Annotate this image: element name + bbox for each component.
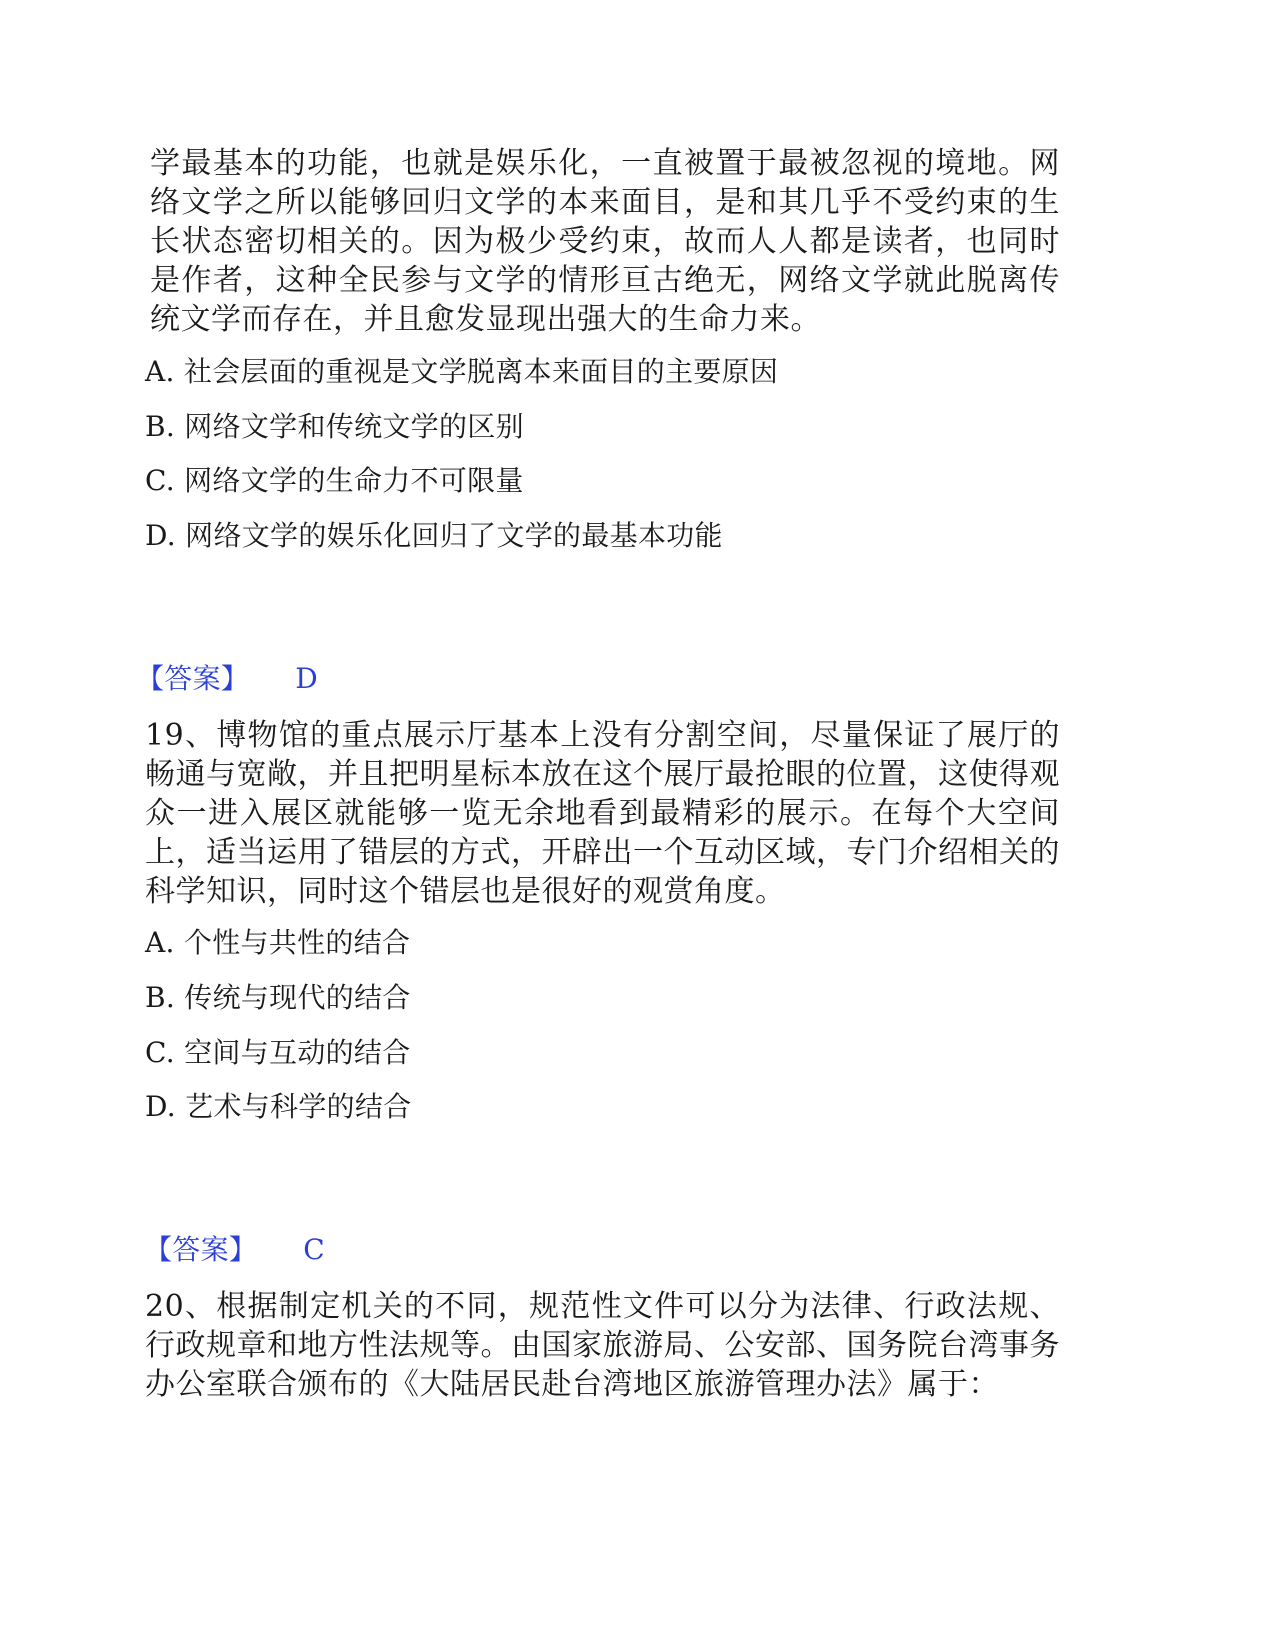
q18-option-a: A. 社会层面的重视是文学脱离本来面目的主要原因 (145, 355, 779, 388)
q20-question: 20、根据制定机关的不同，规范性文件可以分为法律、行政法规、行政规章和地方性法规等。由国家旅游局、公安部、国务院台湾事务办公室联合颁布的《大陆居民赴台湾地区旅游管理办法》属于： (145, 1289, 1060, 1402)
q19-option-c: C. 空间与互动的结合 (145, 1036, 411, 1069)
q18-passage: 学最基本的功能，也就是娱乐化，一直被置于最被忽视的境地。网络文学之所以能够回归文学的本来面目，是和其几乎不受约束的生长状态密切相关的。因为极少受约束，故而人人都是读者，也同时是作者，这种全民参与文学的情形亘古绝无，网络文学就此脱离传统文学而存在，并且愈发显现出强大的生命力来。 (150, 146, 1060, 337)
q19-option-b: B. 传统与现代的结合 (145, 981, 411, 1014)
answer-label: 【答案】 (144, 1233, 258, 1266)
q19-option-d: D. 艺术与科学的结合 (145, 1090, 412, 1123)
q18-answer (136, 662, 318, 696)
answer-value: D (295, 662, 318, 695)
q18-option-c: C. 网络文学的生命力不可限量 (145, 464, 524, 497)
q19-question: 19、博物馆的重点展示厅基本上没有分割空间，尽量保证了展厅的畅通与宽敞，并且把明星标本放在这个展厅最抢眼的位置，这使得观众一进入展区就能够一览无余地看到最精彩的展示。在每个大空间上，适当运用了错层的方式，开辟出一个互动区域，专门介绍相关的科学知识，同时这个错层也是很好的观赏角度。 (145, 718, 1060, 909)
q18-option-b: B. 网络文学和传统文学的区别 (145, 410, 524, 443)
answer-value: C (303, 1233, 325, 1266)
q19-option-a: A. 个性与共性的结合 (145, 926, 411, 959)
q18-option-d: D. 网络文学的娱乐化回归了文学的最基本功能 (145, 519, 723, 552)
q19-answer (144, 1233, 325, 1267)
answer-label: 【答案】 (136, 662, 250, 695)
